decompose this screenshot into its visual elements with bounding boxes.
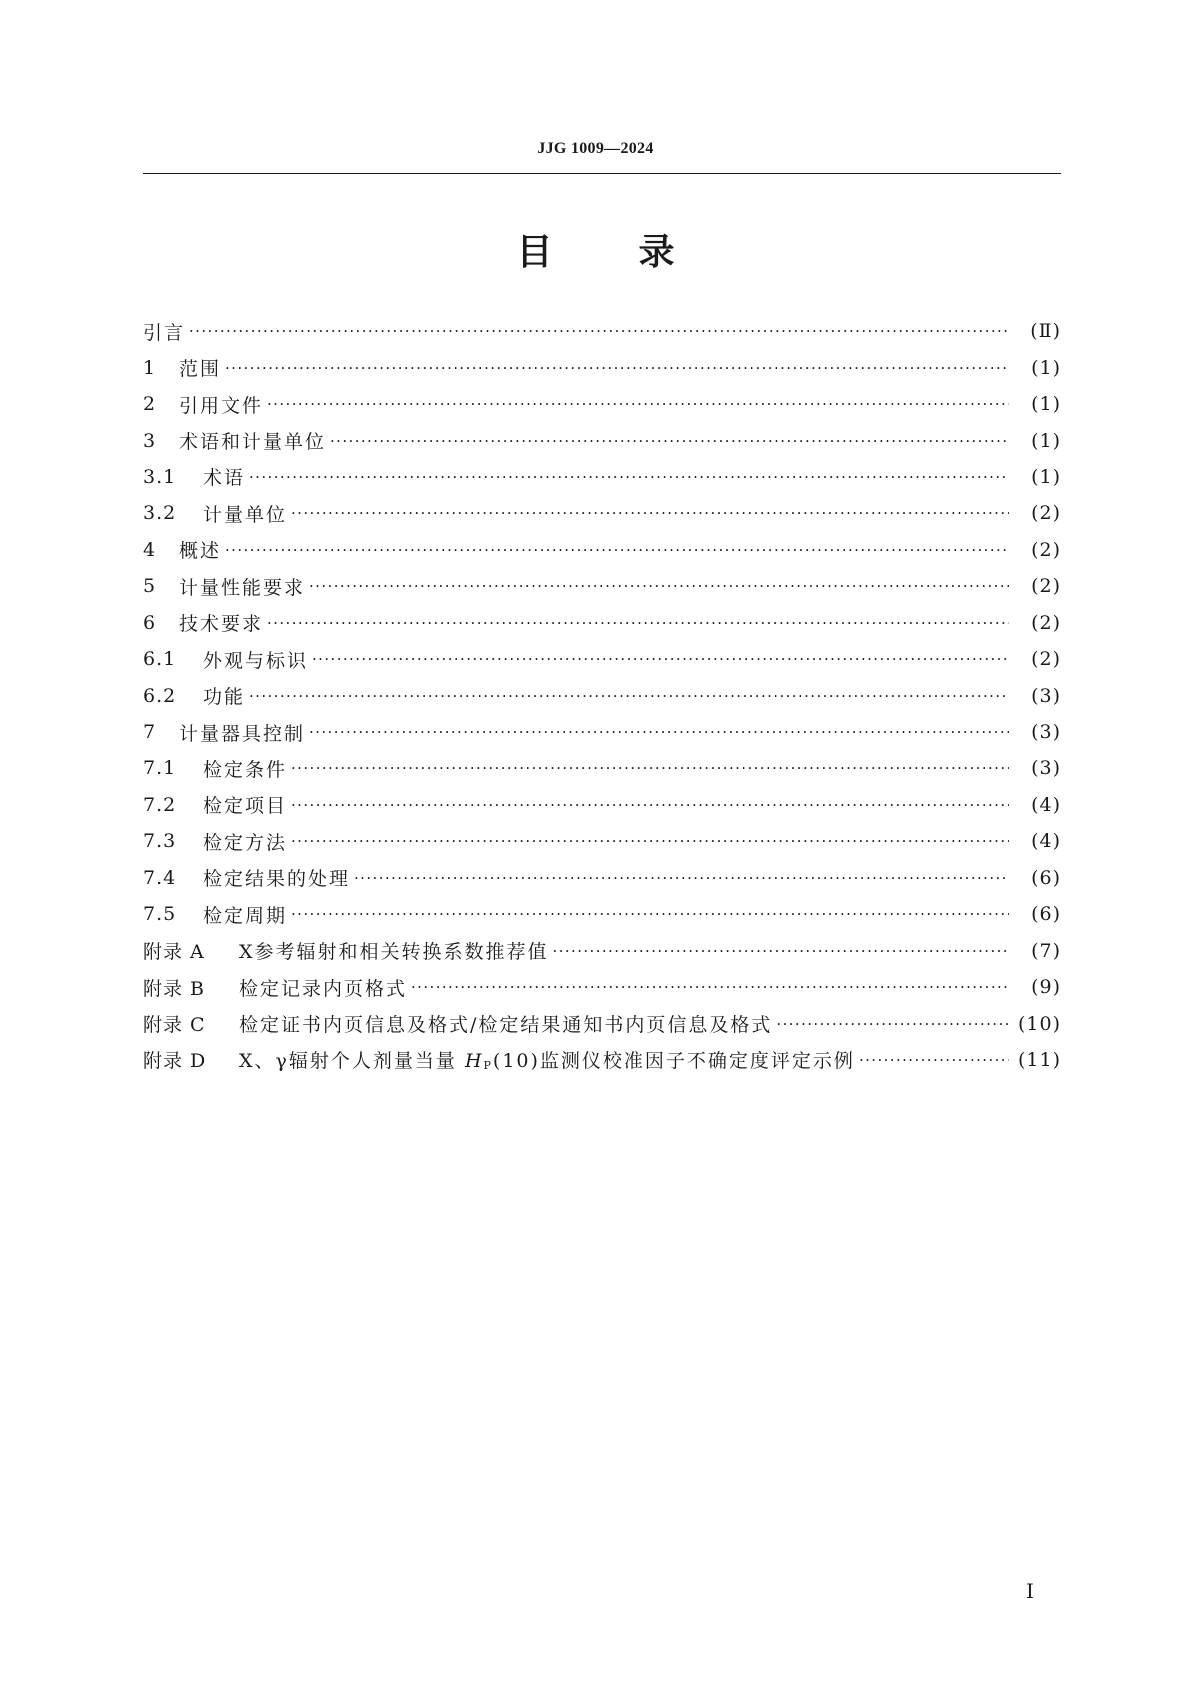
toc-dot-leader [267,614,1009,632]
dose-symbol-subscript: P [483,1059,493,1073]
toc-entry-page: (2) [1031,538,1061,561]
toc-entry-verification-period[interactable] [143,896,1061,932]
toc-dot-leader [291,504,1009,522]
page-number: Ⅰ [1026,1581,1034,1603]
toc-entry-page: (4) [1031,793,1061,816]
toc-entry-label: 检定方法 [203,831,288,854]
toc-entry-label: 范围 [179,358,222,381]
toc-entry-number: 3 [143,429,157,452]
toc-entry-page: (1) [1031,393,1061,416]
toc-entry-page: (9) [1031,976,1061,999]
toc-entry-label: 引言 [143,321,186,344]
toc-entry-label: 外观与标识 [203,649,309,672]
toc-entry-introduction[interactable] [143,313,1061,349]
toc-entry-page: (4) [1031,830,1061,853]
toc-entry-label: 检定周期 [203,904,288,927]
toc-entry-number: 附录 B [143,977,206,1000]
toc-entry-number: 3.2 [143,502,177,525]
toc-entry-page: (2) [1031,611,1061,634]
toc-entry-appendix-b[interactable] [143,969,1061,1005]
toc-entry-page: (3) [1031,757,1061,780]
toc-entry-label: 计量性能要求 [179,576,306,599]
toc-entry-verification-items[interactable] [143,787,1061,823]
toc-dot-leader [309,723,1009,741]
toc-entry-number: 7.4 [143,866,177,889]
toc-entry-label: 计量器具控制 [179,722,306,745]
toc-dot-leader [189,322,1009,340]
toc-entry-page: (1) [1031,356,1061,379]
toc-entry-appendix-a[interactable] [143,932,1061,968]
toc-dot-leader [330,432,1009,450]
toc-entry-number: 附录 C [143,1014,206,1037]
toc-entry-references[interactable] [143,386,1061,422]
toc-dot-leader [291,905,1009,923]
toc-entry-instrument-control[interactable] [143,714,1061,750]
toc-entry-label: 术语 [203,467,246,490]
toc-entry-terms-units[interactable] [143,422,1061,458]
toc-entry-appendix-d[interactable] [143,1042,1061,1078]
document-code-header: JJG 1009—2024 [537,140,654,157]
toc-entry-label: 检定项目 [203,795,288,818]
header-rule [143,173,1061,174]
toc-entry-scope[interactable] [143,349,1061,385]
toc-entry-page: (7) [1031,939,1061,962]
toc-entry-technical-requirements[interactable] [143,605,1061,641]
toc-entry-appearance-marking[interactable] [143,641,1061,677]
toc-entry-label: 检定条件 [203,758,288,781]
toc-entry-label: 术语和计量单位 [179,431,327,454]
toc-dot-leader [312,650,1009,668]
toc-entry-number: 附录 D [143,1050,207,1073]
toc-entry-page: (6) [1031,866,1061,889]
toc-entry-label: 检定证书内页信息及格式/检定结果通知书内页信息及格式 [239,1014,773,1037]
toc-entry-number: 1 [143,356,157,379]
toc-entry-number: 6 [143,611,157,634]
toc-entry-number: 7 [143,721,157,744]
toc-entry-label: 技术要求 [179,613,264,636]
toc-entry-metrological-requirements[interactable] [143,568,1061,604]
toc-entry-terms[interactable] [143,459,1061,495]
toc-entry-verification-conditions[interactable] [143,750,1061,786]
toc-entry-label: 引用文件 [179,394,264,417]
toc-dot-leader [291,832,1009,850]
toc-entry-number: 4 [143,538,157,561]
toc-dot-leader [776,1015,1009,1033]
toc-entry-label: 检定记录内页格式 [239,977,408,1000]
toc-dot-leader [249,468,1009,486]
toc-entry-page: (6) [1031,903,1061,926]
toc-entry-label: 功能 [203,686,246,709]
toc-entry-number: 7.3 [143,830,177,853]
toc-dot-leader [291,759,1009,777]
toc-entry-page: (1) [1031,429,1061,452]
toc-entry-number: 7.5 [143,903,177,926]
toc-entry-number: 7.2 [143,793,177,816]
toc-entry-page: (Ⅱ) [1030,320,1061,343]
toc-entry-verification-methods[interactable] [143,823,1061,859]
toc-entry-result-handling[interactable] [143,860,1061,896]
toc-label-suffix: (10)监测仪校准因子不确定度评定示例 [492,1050,855,1073]
toc-entry-functions[interactable] [143,677,1061,713]
toc-dot-leader [354,869,1009,887]
toc-entry-page: (3) [1031,684,1061,707]
toc-entry-appendix-c[interactable] [143,1005,1061,1041]
toc-entry-page: (1) [1031,465,1061,488]
toc-entry-page: (10) [1017,1012,1061,1035]
toc-dot-leader [225,359,1009,377]
toc-entry-number: 5 [143,575,157,598]
toc-entry-label [239,1046,855,1073]
toc-dot-leader [291,796,1009,814]
toc-entry-units[interactable] [143,495,1061,531]
toc-entry-page: (3) [1031,721,1061,744]
toc-entry-number: 6.2 [143,684,177,707]
toc-entry-number: 6.1 [143,648,177,671]
toc-entry-page: (2) [1031,648,1061,671]
toc-entry-number: 附录 A [143,941,205,964]
toc-entry-label: 概述 [179,540,222,563]
toc-list [143,313,1061,1078]
toc-entry-page: (2) [1031,502,1061,525]
toc-entry-label: 计量单位 [203,503,288,526]
toc-dot-leader [225,541,1009,559]
toc-title: 目录 [516,232,761,273]
toc-entry-label: 检定结果的处理 [203,868,351,891]
toc-dot-leader [859,1051,1009,1069]
toc-entry-number: 3.1 [143,465,177,488]
toc-entry-number: 7.1 [143,757,177,780]
toc-label-prefix: X、γ辐射个人剂量当量 [239,1050,465,1073]
toc-dot-leader [249,687,1009,705]
toc-dot-leader [309,577,1009,595]
toc-dot-leader [411,978,1009,996]
toc-entry-page: (11) [1017,1048,1061,1071]
toc-entry-number: 2 [143,393,157,416]
dose-symbol: H [464,1050,484,1073]
toc-dot-leader [553,942,1009,960]
toc-entry-label: X参考辐射和相关转换系数推荐值 [239,941,549,964]
toc-dot-leader [267,395,1009,413]
toc-entry-page: (2) [1031,575,1061,598]
toc-entry-overview[interactable] [143,532,1061,568]
